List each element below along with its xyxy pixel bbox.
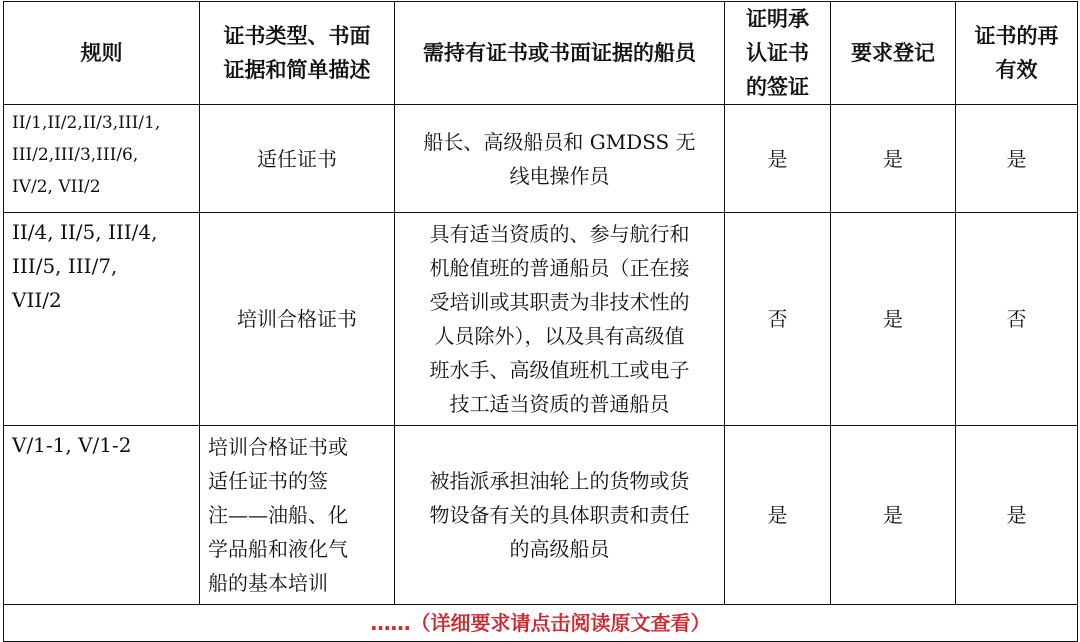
holders-line: 被指派承担油轮上的货物或货 bbox=[429, 469, 690, 493]
table-row bbox=[4, 426, 1078, 605]
header-revalidation-line: 有效 bbox=[995, 58, 1038, 82]
header-registration: 要求登记 bbox=[831, 2, 956, 105]
registration-cell: 是 bbox=[831, 105, 956, 213]
endorsement-cell: 是 bbox=[725, 426, 831, 605]
header-cert-type-line: 证据和简单描述 bbox=[223, 58, 371, 82]
cert-type-line: 学品船和液化气 bbox=[208, 537, 348, 561]
rule-line: III/2,III/3,III/6, bbox=[12, 145, 139, 165]
holders-line: 人员除外），以及具有高级值 bbox=[434, 324, 685, 348]
holders-cell bbox=[395, 105, 725, 213]
rule-line: V/1-1, V/1-2 bbox=[12, 433, 132, 457]
footer-row bbox=[4, 605, 1078, 642]
cert-type-line: 适任证书的签 bbox=[208, 469, 328, 493]
table-row bbox=[4, 105, 1078, 213]
header-holders: 需持有证书或书面证据的船员 bbox=[395, 2, 725, 105]
cert-type-line: 适任证书 bbox=[257, 146, 337, 171]
holders-cell bbox=[395, 426, 725, 605]
table-row bbox=[4, 213, 1078, 426]
header-rule: 规则 bbox=[4, 2, 200, 105]
holders-line: 受培训或其职责为非技术性的 bbox=[429, 290, 690, 314]
header-cert-type-line: 证书类型、书面 bbox=[223, 24, 371, 48]
header-revalidation bbox=[956, 2, 1078, 105]
cert-type-cell bbox=[200, 213, 395, 426]
holders-line: 船长、高级船员和 GMDSS 无 bbox=[423, 129, 696, 154]
header-revalidation-line: 证书的再 bbox=[974, 24, 1059, 48]
certificate-table-container bbox=[3, 1, 1077, 642]
header-cert-type bbox=[200, 2, 395, 105]
cert-type-line: 培训合格证书 bbox=[237, 307, 357, 331]
cert-type-line: 注——油船、化 bbox=[208, 503, 348, 527]
rule-line: III/5, III/7, bbox=[12, 254, 118, 278]
certificate-requirements-table bbox=[3, 1, 1078, 642]
rule-line: II/4, II/5, III/4, bbox=[12, 220, 158, 244]
holders-line: 的高级船员 bbox=[509, 537, 610, 561]
cert-type-cell bbox=[200, 426, 395, 605]
holders-line: 物设备有关的具体职责和责任 bbox=[429, 503, 690, 527]
rule-cell bbox=[4, 213, 200, 426]
holders-line: 线电操作员 bbox=[509, 163, 610, 188]
rule-cell bbox=[4, 426, 200, 605]
holders-line: 机舱值班的普通船员（正在接 bbox=[429, 256, 690, 280]
holders-line: 具有适当资质的、参与航行和 bbox=[429, 222, 690, 246]
registration-cell: 是 bbox=[831, 426, 956, 605]
endorsement-cell: 否 bbox=[725, 213, 831, 426]
endorsement-cell: 是 bbox=[725, 105, 831, 213]
read-more-notice[interactable]: ……（详细要求请点击阅读原文查看） bbox=[4, 605, 1078, 642]
holders-line: 班水手、高级值班机工或电子 bbox=[429, 358, 690, 382]
holders-line: 技工适当资质的普通船员 bbox=[449, 392, 670, 416]
revalidation-cell: 是 bbox=[956, 105, 1078, 213]
rule-cell bbox=[4, 105, 200, 213]
cert-type-line: 船的基本培训 bbox=[208, 571, 328, 595]
revalidation-cell: 是 bbox=[956, 426, 1078, 605]
header-endorsement-line: 证明承 bbox=[746, 7, 809, 31]
registration-cell: 是 bbox=[831, 213, 956, 426]
header-endorsement-line: 的签证 bbox=[746, 75, 809, 99]
cert-type-line: 培训合格证书或 bbox=[208, 435, 348, 459]
table-header-row bbox=[4, 2, 1078, 105]
header-endorsement bbox=[725, 2, 831, 105]
rule-line: II/1,II/2,II/3,III/1, bbox=[12, 113, 161, 133]
header-endorsement-line: 认证书 bbox=[746, 41, 809, 65]
cert-type-cell bbox=[200, 105, 395, 213]
rule-line: IV/2, VII/2 bbox=[12, 177, 101, 197]
holders-cell bbox=[395, 213, 725, 426]
revalidation-cell: 否 bbox=[956, 213, 1078, 426]
rule-line: VII/2 bbox=[12, 288, 62, 312]
